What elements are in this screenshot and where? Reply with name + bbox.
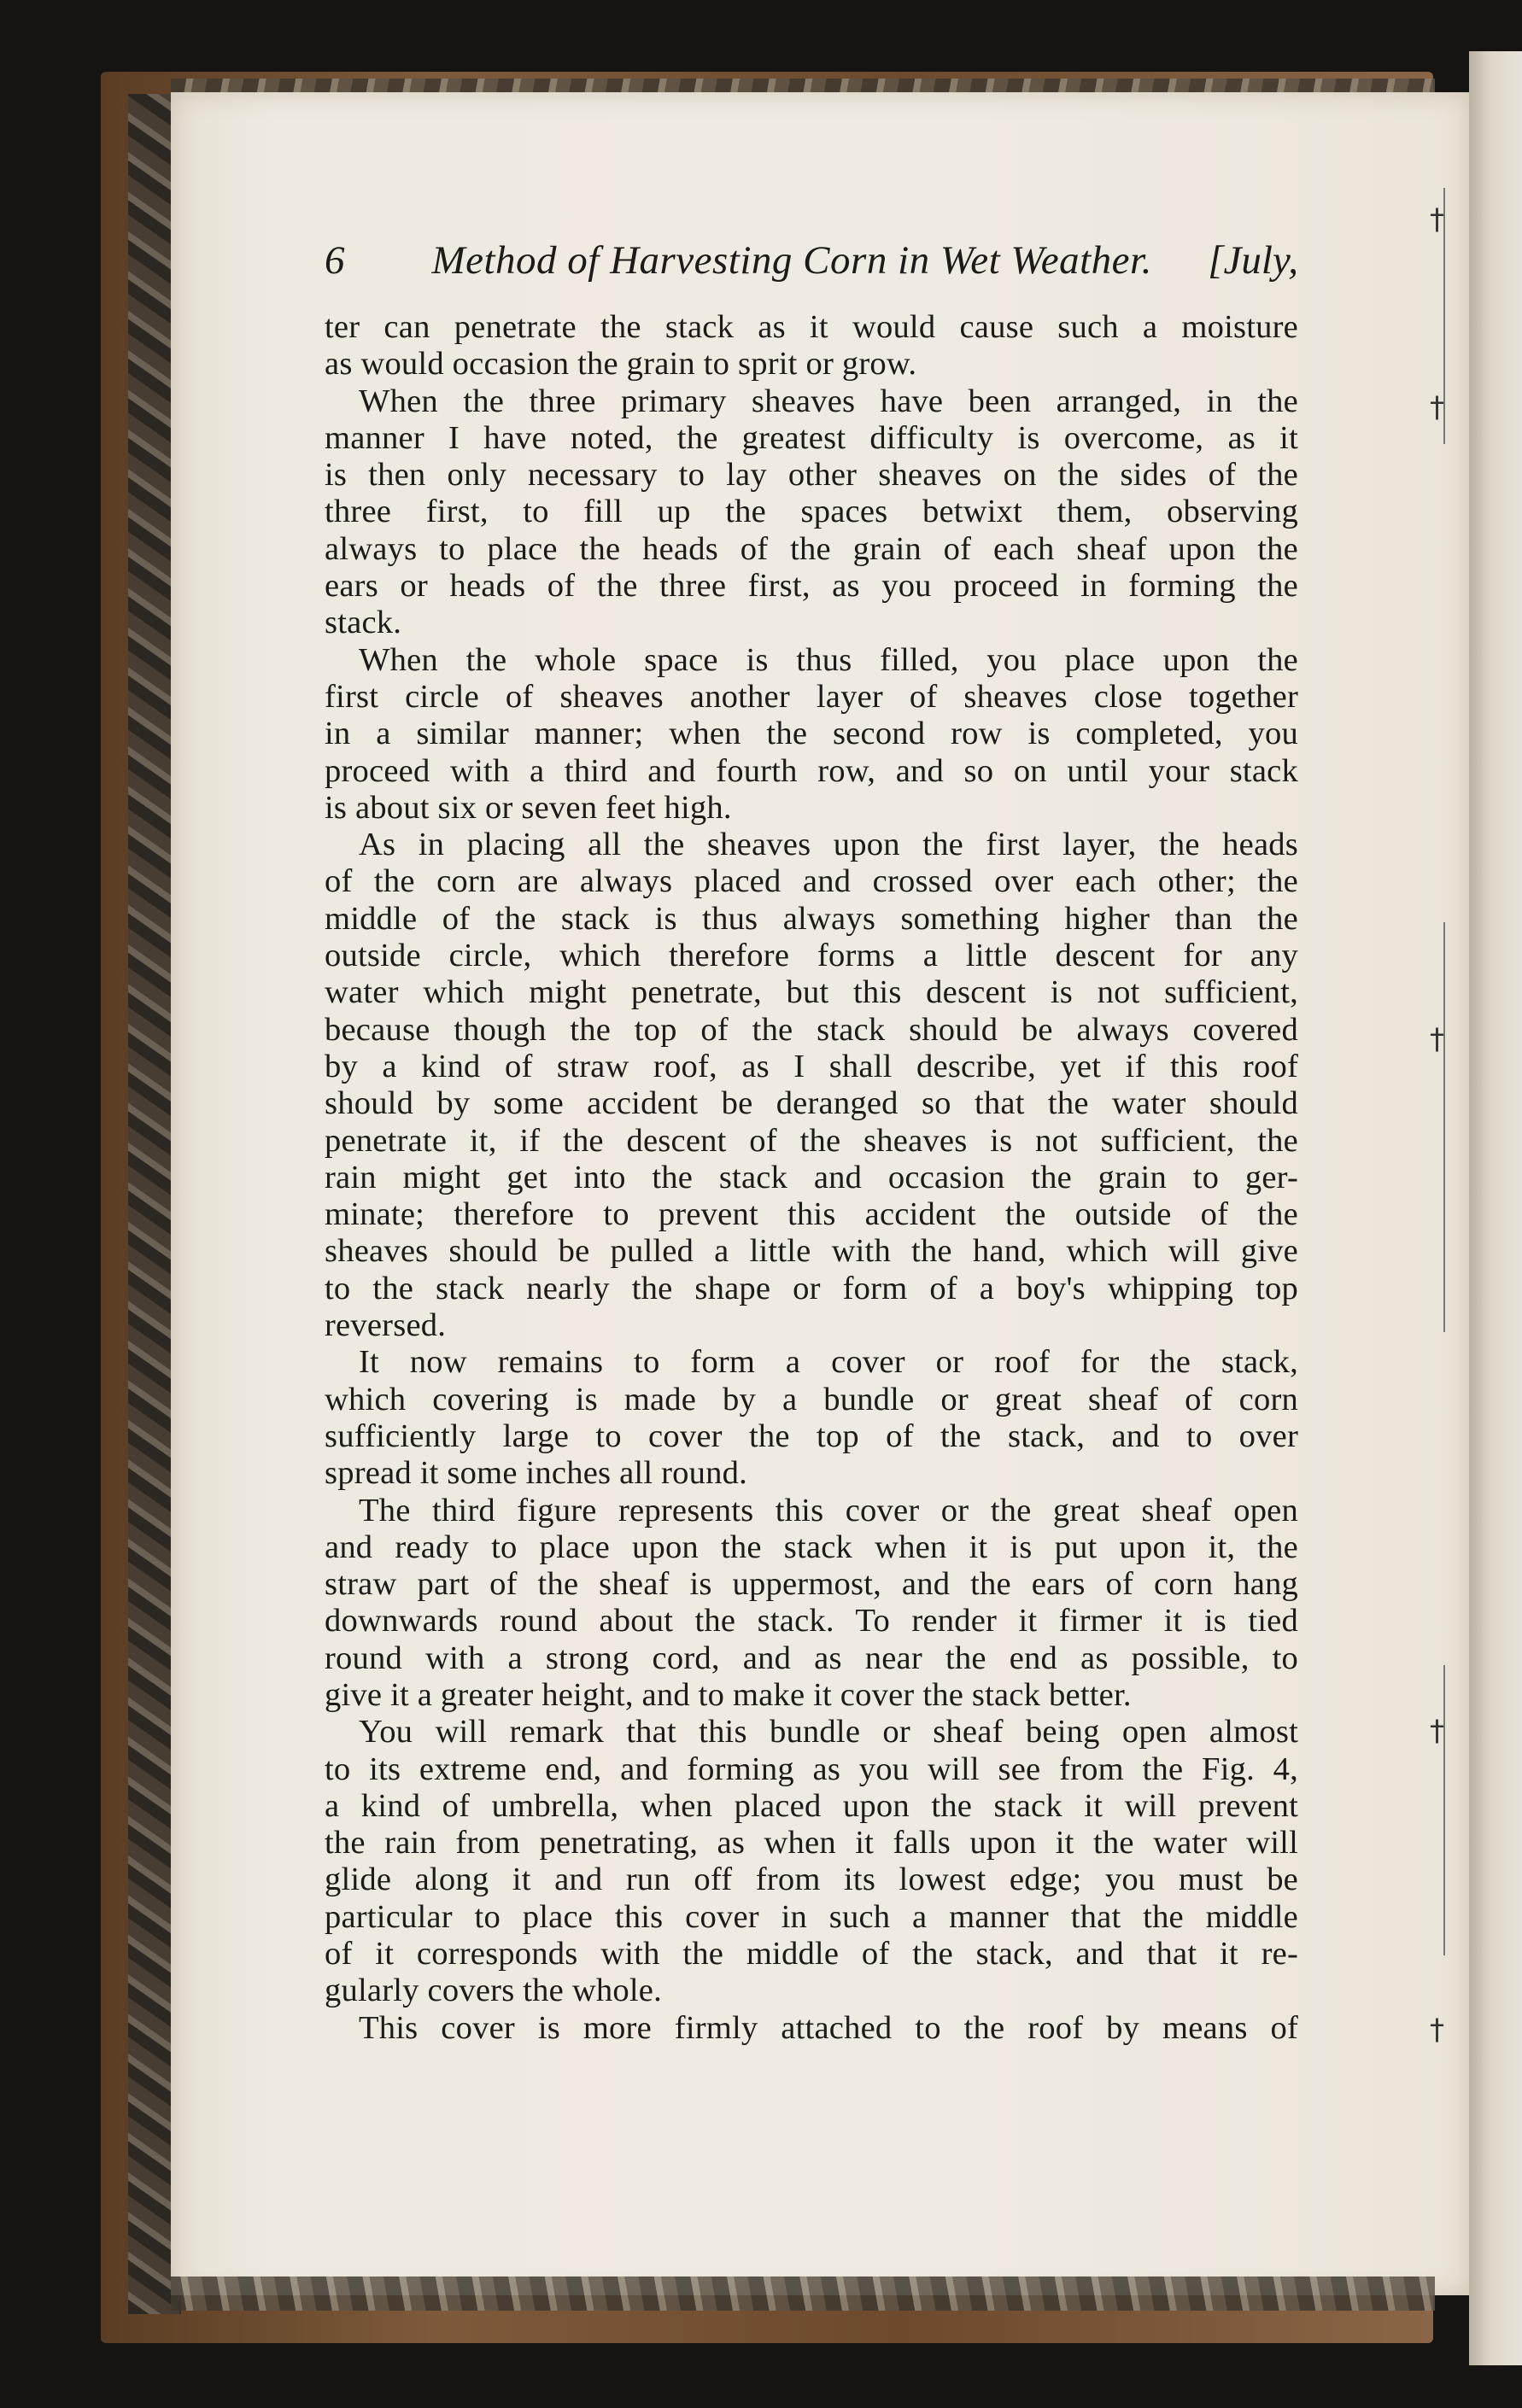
margin-rule xyxy=(1443,922,1445,1332)
text-line: of it corresponds with the middle of the stack, and that it re- xyxy=(325,1936,1298,1973)
body-text xyxy=(325,309,1298,2047)
text-line: because though the top of the stack should be always covered xyxy=(325,1011,1298,1048)
text-line: first circle of sheaves another layer of sheaves close together xyxy=(325,678,1298,715)
facing-page-edge xyxy=(1469,51,1522,2365)
text-line: outside circle, which therefore forms a little descent for any xyxy=(325,938,1298,974)
text-line: give it a greater height, and to make it cover the stack better. xyxy=(325,1676,1132,1713)
text-line: three first, to fill up the spaces betwixt them, observing xyxy=(325,494,1298,530)
text-line: of the corn are always placed and crossed over each other; the xyxy=(325,863,1298,900)
dagger-icon: † xyxy=(1430,1714,1444,1748)
printed-page-text xyxy=(325,237,1298,2047)
text-line: spread it some inches all round. xyxy=(325,1455,747,1492)
dagger-icon: † xyxy=(1430,1022,1444,1056)
text-line: It now remains to form a cover or roof for the stack, xyxy=(359,1344,1298,1381)
text-line: in a similar manner; when the second row is completed, you xyxy=(325,716,1298,752)
text-line: reversed. xyxy=(325,1307,447,1344)
text-line: This cover is more firmly attached to the roof by means of xyxy=(359,2009,1298,2046)
text-line: manner I have noted, the greatest difficulty is overcome, as it xyxy=(325,419,1298,456)
text-line: glide along it and run off from its lowest edge; you must be xyxy=(325,1862,1298,1898)
text-line: middle of the stack is thus always something higher than the xyxy=(325,900,1298,937)
text-line: is then only necessary to lay other sheaves on the sides of the xyxy=(325,457,1298,494)
text-line: straw part of the sheaf is uppermost, and the ears of corn hang xyxy=(325,1566,1298,1603)
text-line: sheaves should be pulled a little with the hand, which will give xyxy=(325,1233,1298,1270)
text-line: You will remark that this bundle or sheaf being open almost xyxy=(359,1714,1298,1750)
text-line: and ready to place upon the stack when it is put upon it, the xyxy=(325,1528,1298,1565)
text-line: downwards round about the stack. To render it firmer it is tied xyxy=(325,1603,1298,1639)
running-month: [July, xyxy=(1208,238,1298,283)
text-line: particular to place this cover in such a manner that the middle xyxy=(325,1898,1298,1935)
running-title: Method of Harvesting Corn in Wet Weather. xyxy=(431,238,1152,283)
text-line: as would occasion the grain to sprit or grow. xyxy=(325,346,917,383)
text-line: a kind of umbrella, when placed upon the stack it will prevent xyxy=(325,1787,1298,1824)
text-line: minate; therefore to prevent this accident the outside of the xyxy=(325,1196,1298,1233)
bottom-page-edge xyxy=(171,2276,1435,2311)
text-line: which covering is made by a bundle or great sheaf of corn xyxy=(325,1381,1298,1417)
running-head xyxy=(325,237,1298,290)
text-line: to the stack nearly the shape or form of a boy's whipping top xyxy=(325,1270,1298,1306)
text-line: As in placing all the sheaves upon the first layer, the heads xyxy=(359,827,1298,863)
text-line: by a kind of straw roof, as I shall describe, yet if this roof xyxy=(325,1048,1298,1084)
dagger-icon: † xyxy=(1430,2013,1444,2047)
text-line: proceed with a third and fourth row, and so on until your stack xyxy=(325,752,1298,789)
text-line: should by some accident be deranged so that the water should xyxy=(325,1085,1298,1122)
margin-rule xyxy=(1443,1665,1445,1955)
text-line: round with a strong cord, and as near the end as possible, to xyxy=(325,1639,1298,1676)
text-line: ter can penetrate the stack as it would cause such a moisture xyxy=(325,309,1298,345)
dagger-icon: † xyxy=(1430,202,1444,237)
text-line: When the three primary sheaves have been arranged, in the xyxy=(359,383,1298,419)
text-line: When the whole space is thus filled, you place upon the xyxy=(359,641,1298,678)
text-line: the rain from penetrating, as when it falls upon it the water will xyxy=(325,1825,1298,1862)
text-line: ears or heads of the three first, as you proceed in forming the xyxy=(325,568,1298,605)
text-line: is about six or seven feet high. xyxy=(325,789,732,826)
text-line: sufficiently large to cover the top of the stack, and to over xyxy=(325,1417,1298,1454)
text-line: gularly covers the whole. xyxy=(325,1973,662,2009)
text-line: to its extreme end, and forming as you will see from the Fig. 4, xyxy=(325,1750,1298,1787)
dagger-icon: † xyxy=(1430,390,1444,424)
text-line: The third figure represents this cover or the great sheaf open xyxy=(359,1492,1298,1528)
text-line: rain might get into the stack and occasion the grain to ger- xyxy=(325,1159,1298,1195)
text-line: water which might penetrate, but this descent is not sufficient, xyxy=(325,974,1298,1011)
margin-marks xyxy=(1423,171,1457,2135)
text-line: always to place the heads of the grain of each sheaf upon the xyxy=(325,530,1298,567)
page-number: 6 xyxy=(325,238,345,283)
text-line: stack. xyxy=(325,605,402,641)
text-line: penetrate it, if the descent of the sheaves is not sufficient, the xyxy=(325,1122,1298,1159)
